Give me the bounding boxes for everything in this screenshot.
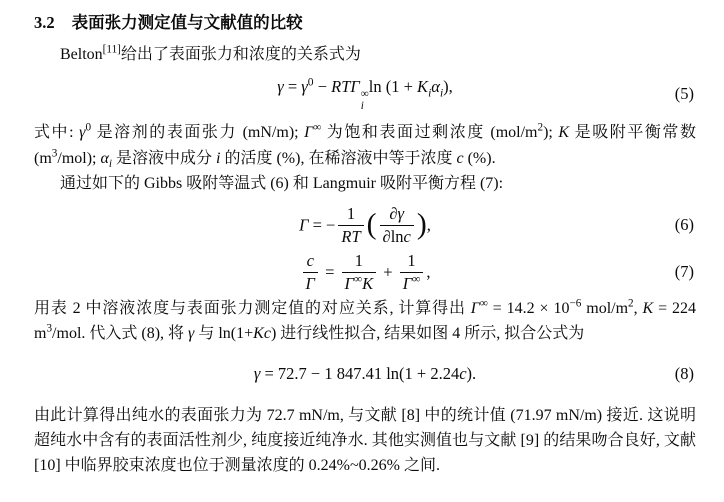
- text-run: 是吸附平衡常数 (m: [34, 124, 696, 167]
- math-var: K: [417, 76, 429, 96]
- math-sup: 0: [85, 121, 92, 134]
- math-sup: ∞: [360, 87, 369, 100]
- fraction-denominator: [342, 272, 377, 294]
- text-run: = 14.2 × 10: [487, 300, 570, 318]
- text-run: 与 ln(1+: [194, 325, 254, 343]
- variables-paragraph: [34, 120, 696, 171]
- author-name: Belton: [60, 46, 103, 64]
- fraction-denominator: Γ: [303, 272, 318, 294]
- math-var: Γ: [470, 300, 480, 318]
- fraction-numerator: 1: [407, 250, 416, 270]
- text-run: 为饱和表面过剩浓度 (mol/m: [321, 124, 538, 142]
- text-run: );: [543, 124, 559, 142]
- text-run: 由此计算得出纯水的表面张力为 72.7 mN/m, 与文献 [8] 中的统计值 (71.97 mN/m) 接近. 这说明超纯水中含有的表面活性剂少, 纯度接近纯净水. 其他实测值也与文献 [9] 的结果吻合良好, 文献 [10] 中临界胶束浓度也位于测量浓度的 0.24%~0.26% 之间.: [34, 406, 696, 475]
- text-run: (%).: [463, 149, 496, 167]
- math-sub: i: [108, 157, 112, 170]
- math-var: γ: [277, 76, 284, 96]
- equation-8-body: [254, 364, 476, 384]
- text-run: mol/m: [581, 300, 629, 318]
- gibbs-paragraph: [34, 171, 696, 196]
- math-var: γ: [301, 76, 308, 96]
- math-var: ∂: [389, 203, 398, 223]
- equation-7-body: [300, 251, 431, 294]
- math-sup: ∞: [313, 121, 322, 134]
- math-sup: 2: [537, 121, 544, 134]
- equation-7: [34, 250, 696, 294]
- intro-text: 给出了表面张力和浓度的关系式为: [120, 46, 361, 64]
- math-fraction: [400, 251, 424, 294]
- math-close: ),: [443, 76, 453, 96]
- math-op: = −: [308, 215, 336, 235]
- text-run: = 224 m: [34, 300, 696, 343]
- equation-6-body: [299, 204, 431, 247]
- fraction-denominator: [380, 225, 414, 247]
- math-fn: ln: [390, 226, 404, 246]
- math-fraction: [338, 204, 363, 247]
- fitting-paragraph: [34, 296, 696, 347]
- text-run: ,: [633, 300, 643, 318]
- math-var: Γ: [299, 215, 309, 235]
- math-sup: 3: [51, 147, 58, 160]
- text-run: 式中:: [34, 124, 80, 142]
- math-comma: ,: [426, 215, 431, 235]
- math-sup: 0: [307, 76, 314, 89]
- equation-number-8: (8): [674, 363, 694, 383]
- math-sup: ∞: [412, 273, 421, 286]
- citation-ref-11: [11]: [102, 44, 121, 57]
- equation-8: [34, 357, 696, 391]
- math-var: Kc: [253, 325, 271, 343]
- equation-number-6: (6): [674, 215, 694, 235]
- math-var: K: [362, 273, 374, 293]
- math-close: ).: [466, 363, 477, 383]
- math-var: Γ: [304, 124, 314, 142]
- fraction-numerator: 1: [346, 203, 356, 223]
- equation-number-7: (7): [674, 262, 694, 282]
- text-run: ) 进行线性拟合, 结果如图 4 所示, 拟合公式为: [270, 325, 585, 343]
- section-title: 表面张力测定值与文献值的比较: [71, 13, 303, 32]
- equation-5: [34, 77, 696, 113]
- math-sup: 2: [628, 297, 634, 310]
- equation-6: [34, 202, 696, 248]
- text-run: /mol);: [57, 149, 101, 167]
- math-sup: −6: [569, 297, 582, 310]
- math-var: γ: [397, 203, 405, 223]
- math-sub: i: [439, 87, 444, 99]
- math-var: Γ: [344, 273, 354, 293]
- text-run: 的活度 (%), 在稀溶液中等于浓度: [220, 149, 457, 167]
- math-comma: ,: [426, 262, 431, 282]
- fraction-numerator: c: [306, 250, 314, 270]
- math-sup: ∞: [479, 297, 488, 310]
- math-var: Γ: [402, 273, 413, 293]
- text-run: /mol. 代入式 (8), 将: [52, 325, 189, 343]
- math-sup: 3: [46, 323, 53, 336]
- math-var: K: [642, 300, 654, 318]
- math-op: −: [313, 76, 332, 96]
- equation-5-body: [277, 77, 453, 113]
- math-var: RTΓ: [331, 76, 360, 96]
- math-var: γ: [79, 124, 86, 142]
- text-run: 用表 2 中溶液浓度与表面张力测定值的对应关系, 计算得出: [34, 300, 471, 318]
- text-run: 是溶液中成分: [112, 149, 217, 167]
- math-expr: = 72.7 − 1 847.41 ln(1 + 2.24: [260, 363, 460, 383]
- conclusion-paragraph: [34, 403, 696, 479]
- math-fraction: [342, 251, 377, 294]
- math-op: =: [320, 262, 339, 282]
- math-var: γ: [188, 325, 195, 343]
- math-sup: ∞: [353, 273, 363, 286]
- text-run: 是溶剂的表面张力 (mN/m);: [91, 124, 305, 142]
- text-run: 通过如下的 Gibbs 吸附等温式 (6) 和 Langmuir 吸附平衡方程 (7):: [60, 174, 504, 192]
- math-var: c: [459, 363, 467, 383]
- math-lparen: (: [366, 208, 377, 241]
- equation-number-5: (5): [674, 84, 694, 104]
- math-op: +: [379, 262, 397, 282]
- fraction-denominator: [400, 272, 424, 294]
- math-var: α: [100, 149, 109, 167]
- section-number: 3.2: [34, 13, 55, 32]
- math-var: ∂: [382, 226, 391, 246]
- math-var: c: [456, 149, 464, 167]
- section-heading: [34, 12, 696, 33]
- math-var: α: [431, 76, 440, 96]
- fraction-numerator: [380, 204, 414, 225]
- math-fraction: [380, 204, 414, 247]
- math-var: c: [403, 226, 411, 246]
- fraction-numerator: 1: [354, 250, 363, 270]
- math-fraction: [303, 251, 318, 294]
- math-supsub: [361, 89, 369, 113]
- math-sub: i: [428, 87, 432, 99]
- math-var: γ: [253, 363, 261, 383]
- math-var: i: [216, 149, 221, 167]
- math-rparen: ): [416, 208, 427, 241]
- math-sub: i: [360, 99, 364, 112]
- math-var: K: [558, 124, 570, 142]
- math-op: =: [283, 76, 302, 96]
- math-fn: ln (1 +: [368, 76, 418, 96]
- intro-paragraph: [34, 42, 696, 67]
- fraction-denominator: RT: [338, 225, 363, 247]
